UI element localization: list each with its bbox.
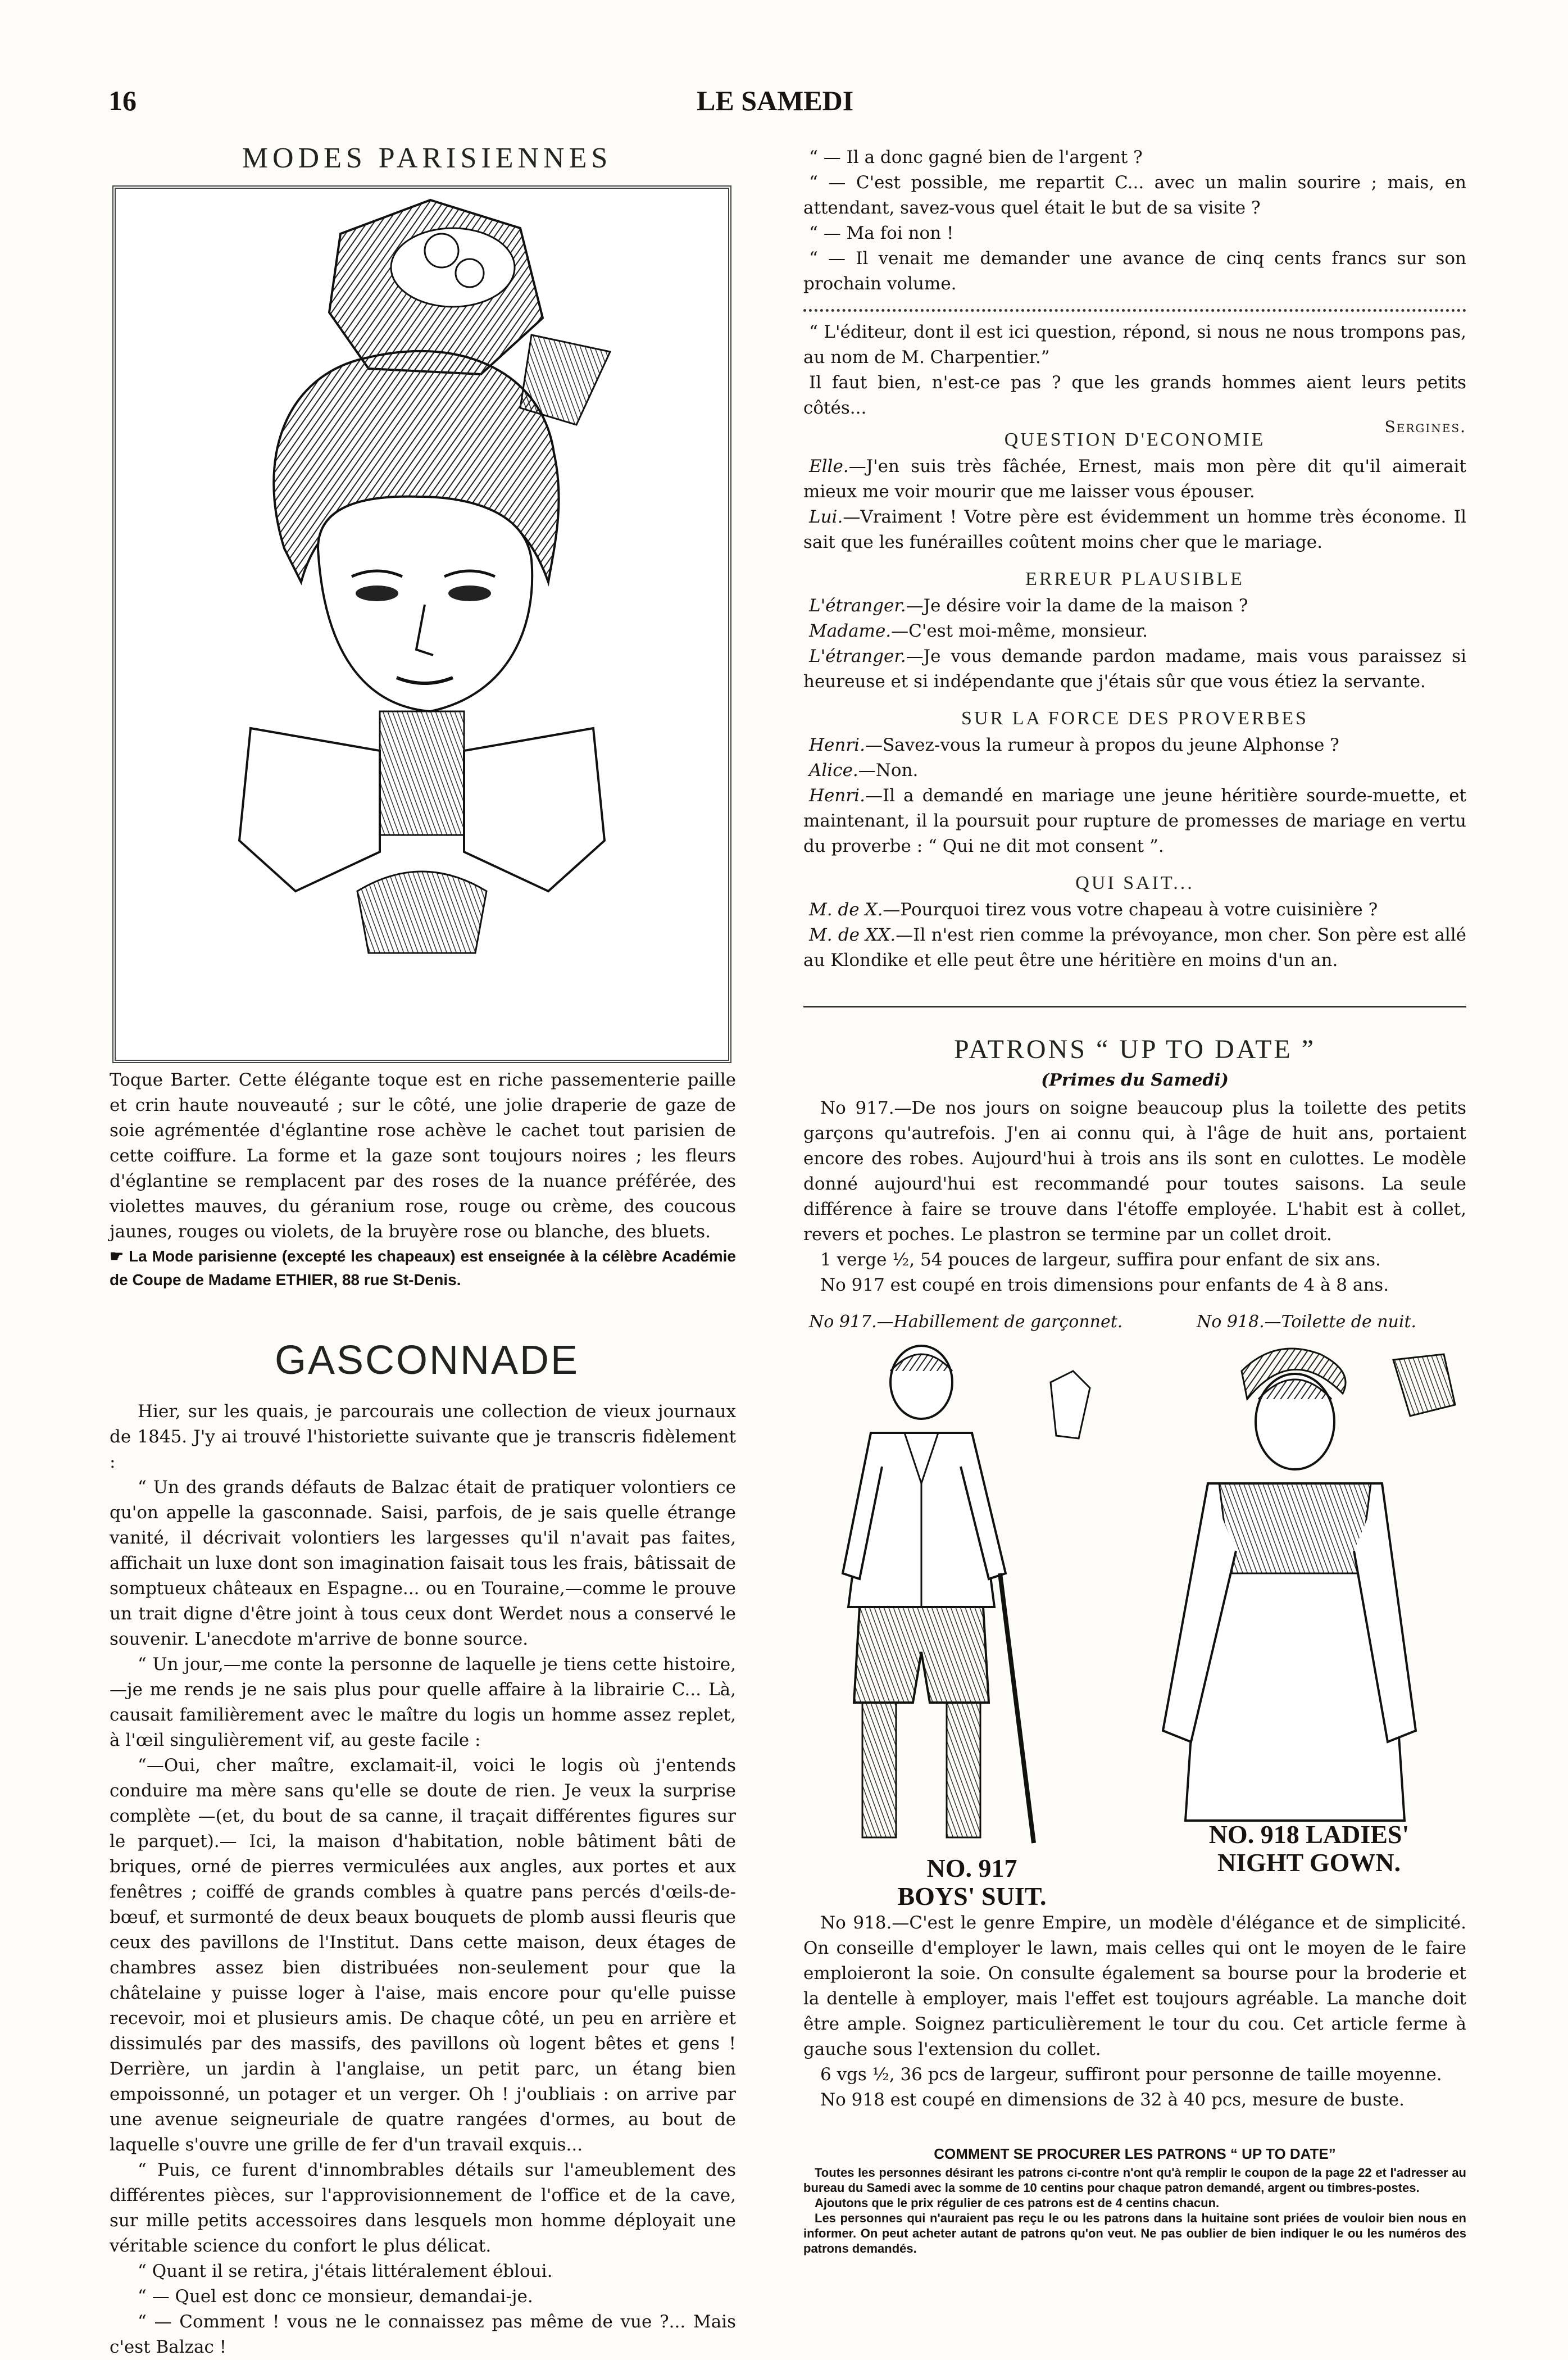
speaker: Henri.: [809, 786, 865, 806]
dialogue-block: [803, 145, 1466, 436]
patron-918-cut: No 918 est coupé en dimensions de 32 à 40 pcs, mesure de buste.: [820, 2090, 1405, 2110]
joke-section: [803, 708, 1466, 859]
gasconnade-body: [110, 1399, 736, 2360]
boys-suit-number: NO. 917: [926, 1854, 1017, 1882]
speech: —Il a demandé en mariage une jeune héritière sourde-muette, et maintenant, il la poursuit pour rupture de promesses de mariage en vertu du proverbe : “ Qui ne dit mot consent ”.: [803, 786, 1466, 856]
editor-quote: “ L'éditeur, dont il est ici question, répond, si nous ne nous trompons pas, au nom de M. Charpentier.”: [803, 322, 1466, 367]
gasconnade-paragraph: “ Puis, ce furent d'innombrables détails sur l'ameublement des différentes pièces, sur l'approvisionnement de l'office et de la cave, sur mille petits accessoires dans lesquels mon homme déployait une véritable science du confort le plus délicat.: [110, 2160, 736, 2256]
speech: —Je vous demande pardon madame, mais vous paraissez si heureuse et si indépendante que j'étais sûr que vous étiez la servante.: [803, 646, 1466, 692]
gasconnade-paragraph: “ — Quel est donc ce monsieur, demandai-je.: [138, 2286, 533, 2307]
fig-right-caption: No 918.—Toilette de nuit.: [1197, 1312, 1417, 1332]
joke-title: SUR LA FORCE DES PROVERBES: [961, 708, 1308, 729]
woman-toque-illustration: [116, 189, 728, 1060]
joke-line: [803, 923, 1466, 973]
gasconnade-paragraph: “—Oui, cher maître, exclamait-il, voici le logis où j'entends conduire ma mère sans qu'elle se doute de rien. Je veux la surprise complète —(et, du bout de sa canne, il traçait différentes figures sur le parquet).— Ici, la maison d'habitation, noble bâtiment bâti de briques, orné de pierres vermiculées aux angles, aux portes et aux fenêtres ; coiffé de grands combles à quatre pans percés d'œils-de-bœuf, et surmonté de deux beaux bouquets de plomb aussi fleuris que ceux des pavillons de l'Institut. Dans cette maison, deux étages de chambres assez bien distribuées non-seulement pour que la châtelaine y puisse loger à l'aise, mais encore pour qu'elle puisse recevoir, moi et plusieurs amis. De chaque côté, un peu en arrière et dissimulés par des massifs, des pavillons où logent bêtes et gens ! Derrière, un jardin à l'anglaise, un petit parc, un étang bien empoissonné, un potager et un verger. Oh ! j'oubliais : on arrive par une avenue seigneuriale de quatre rangées d'ormes, au bout de laquelle s'ouvre une grille de fer d'un travail exquis...: [110, 1755, 736, 2155]
speech: —Savez-vous la rumeur à propos du jeune Alphonse ?: [865, 735, 1339, 755]
patron-917-desc: No 917.—De nos jours on soigne beaucoup plus la toilette des petits garçons qu'autrefois. J'en ai connu qui, à l'âge de huit ans, portaient encore des robes. Aujourd'hui à trois ans ils sont en culottes. Le modèle donné aujourd'hui est recommandé pour toutes saisons. La seule différence à faire se trouve dans l'étoffe employée. L'habit est à collet, revers et poches. Le plastron se termine par un collet droit.: [803, 1098, 1466, 1245]
section-divider: [803, 1006, 1466, 1007]
boys-suit-figure: [809, 1337, 1124, 1877]
speaker: M. de XX.: [809, 925, 896, 945]
patron-917-size: 1 verge ½, 54 pouces de largeur, suffira pour enfant de six ans.: [820, 1250, 1381, 1270]
joke-line: [803, 505, 1466, 555]
speaker: L'étranger.: [809, 646, 906, 666]
joke-title: ERREUR PLAUSIBLE: [1025, 569, 1244, 589]
night-gown-name: NIGHT GOWN.: [1217, 1848, 1401, 1877]
speaker: Elle.: [809, 456, 849, 476]
closing-line: Il faut bien, n'est-ce pas ? que les grands hommes aient leurs petits côtés...: [803, 373, 1466, 418]
night-gown-number: NO. 918 LADIES': [1208, 1820, 1410, 1849]
toque-caption: Toque Barter. Cette élégante toque est en riche passementerie paille et crin haute nouveauté ; sur le côté, une jolie draperie de gaze de soie agrémentée d'églantine rose achève le cachet tout parisien de cette coiffure. La forme et la gaze sont toujours noires ; les fleurs d'églantine se remplacent par des roses de la nuance préférée, des violettes mauves, du géranium rose, rouge ou crème, des coucous jaunes, rouges ou violets, de la bruyère rose ou blanche, des bluets.: [110, 1070, 736, 1242]
modes-title: MODES PARISIENNES: [242, 142, 612, 174]
signature: Sergines.: [1384, 417, 1466, 436]
speaker: Henri.: [809, 735, 865, 755]
boys-suit-label: [882, 1854, 1062, 1910]
patrons-subtitle: (Primes du Samedi): [1041, 1070, 1229, 1090]
night-gown-illustration: [1152, 1337, 1466, 1832]
joke-line: [803, 758, 1466, 783]
patron-917-cut: No 917 est coupé en trois dimensions pour enfants de 4 à 8 ans.: [820, 1275, 1389, 1295]
speech: —C'est moi-même, monsieur.: [891, 621, 1148, 641]
patron-917-text: [803, 1096, 1466, 1298]
speaker: Madame.: [809, 621, 892, 641]
illustration-frame: [112, 185, 731, 1063]
gasconnade-paragraph: Hier, sur les quais, je parcourais une collection de vieux journaux de 1845. J'y ai trouvé l'historiette suivante que je transcris fidèlement :: [110, 1401, 736, 1472]
speaker: Alice.: [809, 760, 858, 780]
how-to-order-title: COMMENT SE PROCURER LES PATRONS “ UP TO DATE”: [934, 2145, 1336, 2162]
pointing-hand-icon: ☛: [110, 1247, 129, 1265]
patron-918-size: 6 vgs ½, 36 pcs de largeur, suffiront pour personne de taille moyenne.: [820, 2064, 1442, 2085]
speech: —Vraiment ! Votre père est évidemment un homme très économe. Il sait que les funérailles coûtent moins cher que le mariage.: [803, 507, 1466, 552]
joke-line: [803, 593, 1466, 619]
night-gown-label: [1180, 1821, 1438, 1877]
gasconnade-paragraph: “ Quant il se retira, j'étais littéralement ébloui.: [138, 2261, 553, 2281]
gasconnade-paragraph: “ Un jour,—me conte la personne de laquelle je tiens cette histoire,—je me rends je ne sais plus pour quelle affaire à la librairie C... Là, causait familièrement avec le maître du logis un homme assez replet, à l'œil singulièrement vif, au geste facile :: [110, 1654, 736, 1750]
dialogue-line: “ — Il a donc gagné bien de l'argent ?: [809, 147, 1143, 167]
joke-section: [803, 873, 1466, 973]
night-gown-figure: [1152, 1337, 1466, 1832]
joke-title: QUI SAIT...: [1075, 873, 1194, 893]
joke-line: [803, 897, 1466, 923]
speech: —Non.: [858, 760, 919, 780]
how-to-order-text: Les personnes qui n'auraient pas reçu le ou les patrons dans la huitaine sont priées de vouloir bien nous en informer. On peut acheter autant de patrons qu'on veut. Ne pas oublier de bien indiquer le ou les numéros des patrons demandés.: [803, 2211, 1466, 2255]
gasconnade-title: GASCONNADE: [274, 1338, 580, 1383]
mode-academy-text: La Mode parisienne (excepté les chapeaux) est enseignée à la célèbre Académie de Coupe de Madame ETHIER, 88 rue St-Denis.: [110, 1247, 736, 1288]
page-number: 16: [108, 85, 137, 116]
fig-left-caption: No 917.—Habillement de garçonnet.: [809, 1312, 1123, 1332]
joke-line: [803, 454, 1466, 505]
patrons-title: PATRONS “ UP TO DATE ”: [953, 1034, 1316, 1064]
speaker: M. de X.: [809, 900, 883, 920]
joke-line: [803, 733, 1466, 758]
speaker: Lui.: [809, 507, 843, 527]
joke-line: [803, 644, 1466, 695]
how-to-order-text: Ajoutons que le prix régulier de ces patrons est de 4 centins chacun.: [815, 2196, 1220, 2210]
dialogue-line: “ — Il venait me demander une avance de cinq cents francs sur son prochain volume.: [803, 248, 1466, 294]
how-to-order-text: Toutes les personnes désirant les patrons ci-contre n'ont qu'à remplir le coupon de la page 22 et l'adresser au bureau du Samedi avec la somme de 10 centins pour chaque patron demandé, argent ou timbres-postes.: [803, 2166, 1466, 2195]
joke-title: QUESTION D'ECONOMIE: [1004, 429, 1266, 450]
joke-section: [803, 429, 1466, 555]
boys-suit-illustration: [809, 1337, 1124, 1877]
speaker: L'étranger.: [809, 596, 906, 616]
speech: —Il n'est rien comme la prévoyance, mon cher. Son père est allé au Klondike et elle peut être une héritière en moins d'un an.: [803, 925, 1466, 970]
jokes-block: [803, 427, 1466, 973]
boys-suit-name: BOYS' SUIT.: [897, 1882, 1047, 1910]
joke-section: [803, 569, 1466, 695]
gasconnade-paragraph: “ Un des grands défauts de Balzac était de pratiquer volontiers ce qu'on appelle la gasconnade. Saisi, parfois, de je sais quelle étrange vanité, il décrivait volontiers les largesses qu'il n'avait pas faites, affichait un luxe dont son imagination faisait tous les frais, bâtissait de somptueux châteaux en Espagne... ou en Touraine,—comme le prouve un trait digne d'être joint à tous ceux dont Werdet nous a conservé le souvenir. L'anecdote m'arrive de bonne source.: [110, 1477, 736, 1649]
how-to-order: [803, 2146, 1466, 2256]
patron-918-text: [803, 1910, 1466, 2113]
speech: —Pourquoi tirez vous votre chapeau à votre cuisinière ?: [883, 900, 1378, 920]
mode-academy-notice: [110, 1245, 736, 1292]
speech: —J'en suis très fâchée, Ernest, mais mon père dit qu'il aimerait mieux me voir mourir que me laisser vous épouser.: [803, 456, 1466, 502]
joke-line: [803, 619, 1466, 644]
journal-title: LE SAMEDI: [697, 85, 854, 116]
dialogue-line: “ — C'est possible, me repartit C... avec un malin sourire ; mais, en attendant, savez-vous quel était le but de sa visite ?: [803, 173, 1466, 218]
speech: —Je désire voir la dame de la maison ?: [906, 596, 1248, 616]
dialogue-line: “ — Ma foi non !: [809, 223, 954, 243]
dotted-separator: [803, 309, 1466, 312]
joke-line: [803, 783, 1466, 859]
gasconnade-paragraph: “ — Comment ! vous ne le connaissez pas même de vue ?... Mais c'est Balzac !: [110, 2312, 736, 2357]
patron-918-desc: No 918.—C'est le genre Empire, un modèle d'élégance et de simplicité. On conseille d'employer le lawn, mais celles qui ont le moyen de le faire emploieront la soie. On consulte également sa bourse pour la broderie et la dentelle à employer, mais l'effet est toujours agréable. La manche doit être ample. Soignez particulièrement le tour du cou. Cet article ferme à gauche sous l'extension du collet.: [803, 1913, 1466, 2059]
